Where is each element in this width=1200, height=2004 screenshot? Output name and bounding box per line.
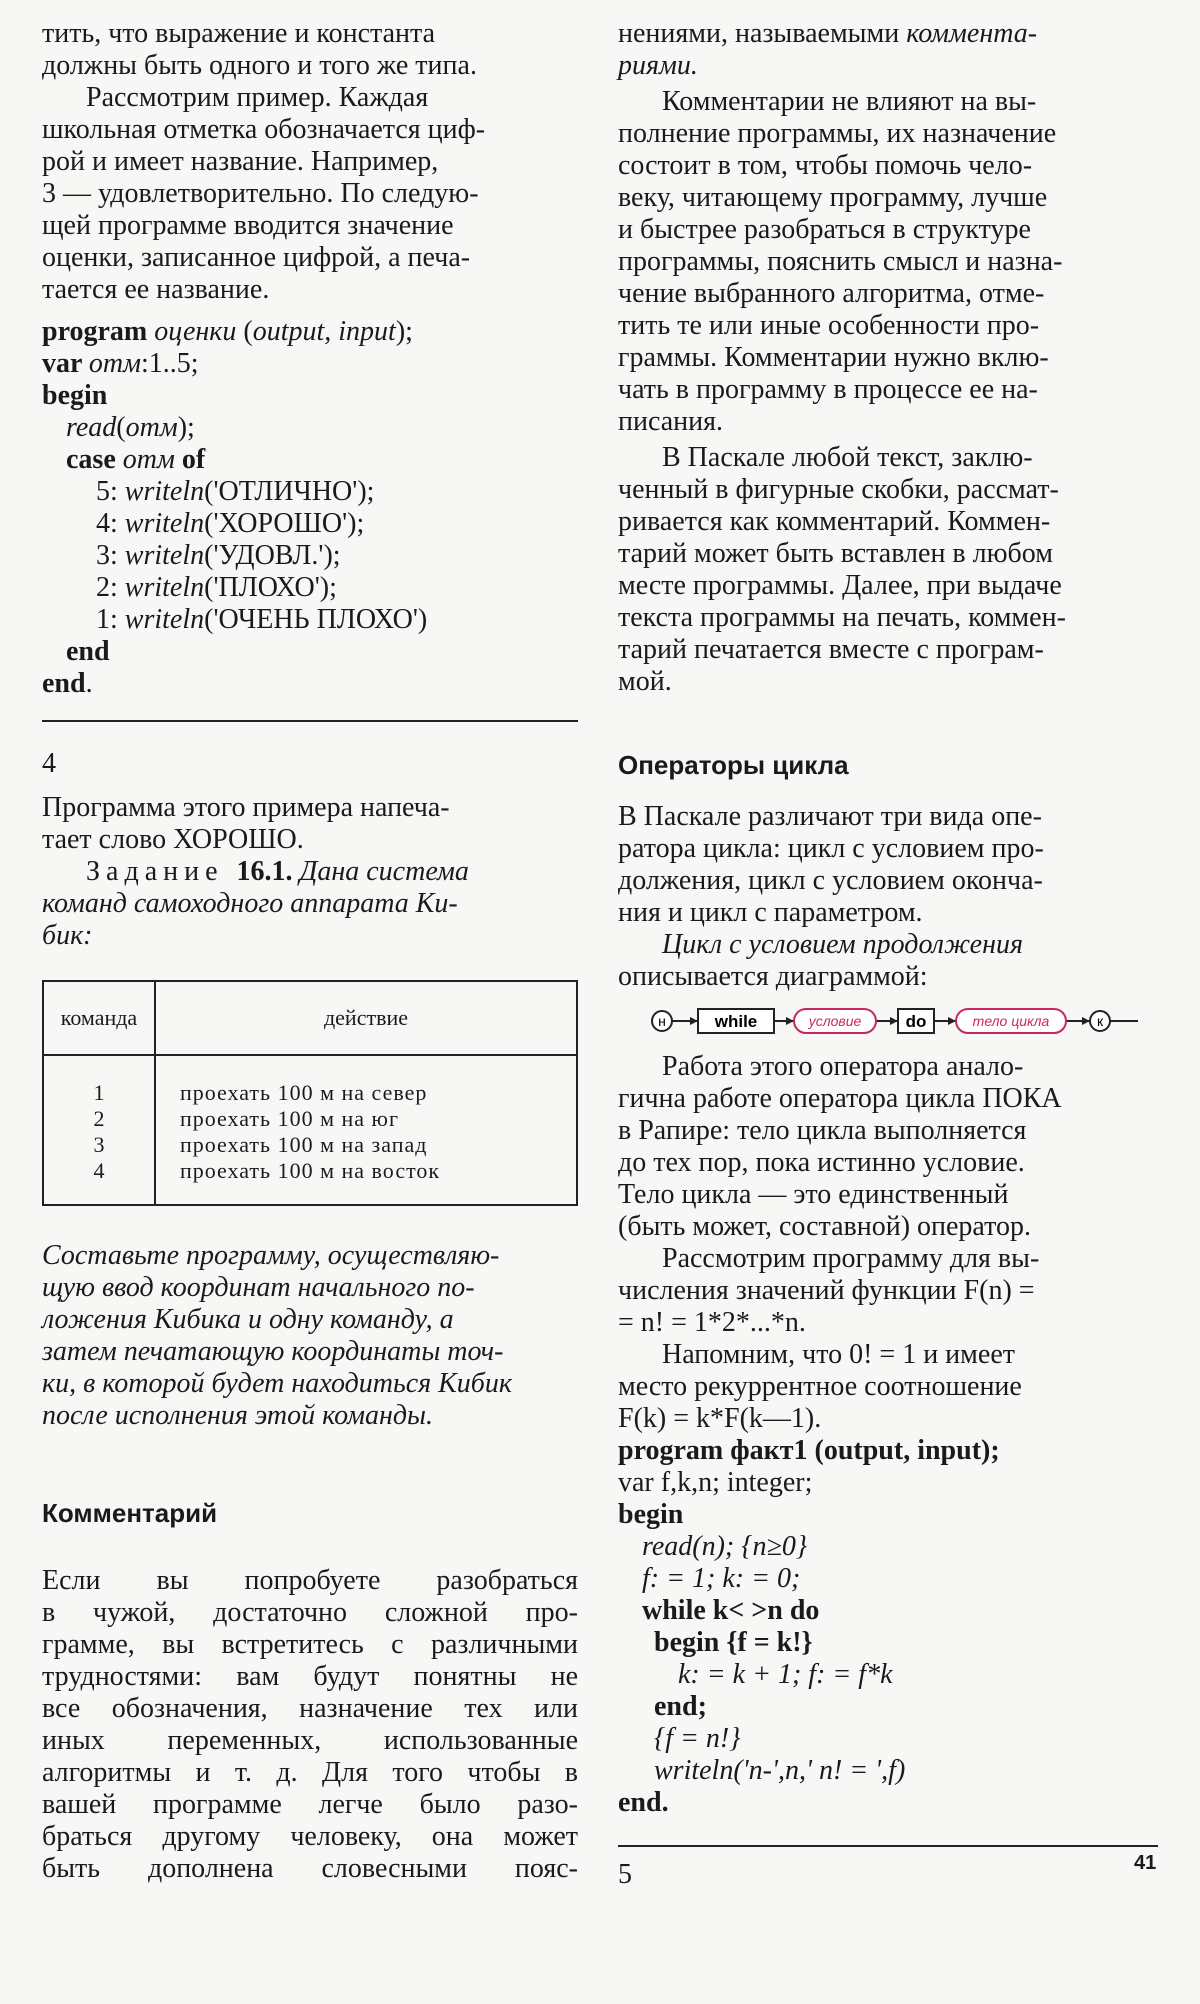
table-cell: проехать 100 м на юг bbox=[180, 1106, 399, 1131]
table-cell: проехать 100 м на запад bbox=[180, 1132, 428, 1157]
svg-text:условие: условие bbox=[808, 1013, 862, 1029]
code-line: end; bbox=[654, 1691, 707, 1722]
paragraph-comments-intro: Если вы попробуете разобраться в чужой, достаточно сложной про- грамме, вы встретитесь с различными трудностями: вам будут понятны не все обозначения, назначение тех или иных переменных, использованные алгоритмы и т. д. Для того чтобы в вашей программе легче было разо- браться другому человеку, она может быть дополнена словесными пояс- bbox=[42, 1565, 578, 1884]
table-header-command: команда bbox=[43, 981, 155, 1055]
code-line: program оценки (output, input); bbox=[42, 316, 413, 347]
code-line: read(n); {n≥0} bbox=[642, 1531, 808, 1562]
code-line: while k< >n do bbox=[642, 1595, 820, 1626]
table-actions-cell bbox=[155, 1055, 577, 1205]
program-factorial-code bbox=[618, 1435, 1158, 1819]
command-table bbox=[42, 980, 578, 1206]
table-commands-cell bbox=[43, 1055, 155, 1205]
code-line: k: = k + 1; f: = f*k bbox=[678, 1659, 893, 1690]
table-cell: проехать 100 м на восток bbox=[180, 1158, 441, 1183]
code-line: end. bbox=[618, 1787, 669, 1818]
paragraph-example: Рассмотрим пример. Каждая школьная отметка обозначается циф- рой и имеет название. Например, 3 — удовлетворительно. По следую- щей программе вводится значение оценки, записанное цифрой, а печа- тается ее название. bbox=[42, 82, 486, 305]
svg-text:н: н bbox=[658, 1013, 666, 1029]
heading-loops: Операторы цикла bbox=[618, 750, 849, 780]
paragraph-comments-term: нениями, называемыми коммента- риями. bbox=[618, 18, 1038, 81]
table-cell: 3 bbox=[93, 1132, 105, 1157]
code-line: case отм of bbox=[66, 444, 206, 475]
paragraph-factorial-intro: Рассмотрим программу для вы- числения значений функции F(n) = = n! = 1*2*...*n. bbox=[618, 1243, 1040, 1338]
code-line: 5: writeln('ОТЛИЧНО'); bbox=[96, 476, 375, 507]
svg-text:do: do bbox=[905, 1012, 927, 1031]
code-line: var отм:1..5; bbox=[42, 348, 199, 379]
task-instruction: Составьте программу, осуществляю- щую ввод координат начального по- ложения Кибика и одну команду, а затем печатающую координаты точ- ки, в которой будет находиться Кибик после исполнения этой команды. bbox=[42, 1240, 512, 1431]
diagram-condition bbox=[794, 1009, 876, 1033]
paragraph-comments-purpose: Комментарии не влияют на вы- полнение программы, их назначение состоит в том, чтобы помочь чело- веку, читающему программу, лучше и быстрее разобраться в структуре программы, пояснить смысл и назна- чение выбранного алгоритма, отме- тить те или иные особенности про- граммы. Комментарии нужно вклю- чать в программу в процессе ее на- писания. bbox=[618, 86, 1063, 437]
paragraph-while-intro: Цикл с условием продолжения описывается диаграммой: bbox=[618, 929, 1023, 992]
paragraph-type-note: тить, что выражение и константа должны быть одного и того же типа. bbox=[42, 18, 477, 81]
diagram-start-node bbox=[652, 1011, 672, 1031]
code-line: begin bbox=[42, 380, 108, 411]
section-divider bbox=[618, 1845, 1158, 1847]
code-line: 3: writeln('УДОВЛ.'); bbox=[96, 540, 341, 571]
page-number: 41 bbox=[1134, 1852, 1157, 1874]
code-line: read(отм); bbox=[66, 412, 195, 443]
code-line: 2: writeln('ПЛОХО'); bbox=[96, 572, 337, 603]
code-line: {f = n!} bbox=[654, 1723, 741, 1754]
code-line: begin {f = k!} bbox=[654, 1627, 813, 1658]
section-divider bbox=[42, 720, 578, 722]
code-line: 1: writeln('ОЧЕНЬ ПЛОХО') bbox=[96, 604, 428, 635]
svg-text:while: while bbox=[714, 1012, 758, 1031]
table-cell: проехать 100 м на север bbox=[180, 1080, 428, 1105]
paragraph-recurrence: Напомним, что 0! = 1 и имеет место рекуррентное соотношение F(k) = k*F(k—1). bbox=[618, 1339, 1022, 1434]
diagram-loop-body bbox=[956, 1009, 1066, 1033]
svg-text:к: к bbox=[1096, 1013, 1104, 1029]
left-column bbox=[42, 18, 578, 1885]
diagram-while-box bbox=[698, 1009, 774, 1033]
paragraph-loop-kinds: В Паскале различают три вида опе- ратора цикла: цикл с условием про- должения, цикл с условием оконча- ния и цикл с параметром. bbox=[618, 801, 1044, 928]
code-line: var f,k,n; integer; bbox=[618, 1467, 813, 1498]
code-line: f: = 1; k: = 0; bbox=[642, 1563, 801, 1594]
table-cell: 4 bbox=[93, 1158, 105, 1183]
code-line: end bbox=[66, 636, 110, 667]
code-line: end. bbox=[42, 668, 93, 699]
svg-text:тело цикла: тело цикла bbox=[972, 1013, 1050, 1029]
code-line: begin bbox=[618, 1499, 684, 1530]
section-number: 4 bbox=[42, 748, 56, 779]
code-line: 4: writeln('ХОРОШО'); bbox=[96, 508, 365, 539]
paragraph-result: Программа этого примера напеча- тает слово ХОРОШО. bbox=[42, 792, 450, 855]
paragraph-pascal-comments: В Паскале любой текст, заклю- ченный в фигурные скобки, рассмат- ривается как комментарий. Коммен- тарий может быть вставлен в любом месте программы. Далее, при выдаче текста программы на печать, коммен- тарий печатается вместе с програм- мой. bbox=[618, 442, 1066, 697]
right-column bbox=[618, 18, 1158, 1891]
diagram-do-box bbox=[898, 1009, 934, 1033]
while-syntax-diagram bbox=[618, 1001, 1158, 1041]
diagram-end-node bbox=[1090, 1011, 1110, 1031]
heading-comment: Комментарий bbox=[42, 1498, 218, 1528]
code-line: writeln('n-',n,' n! = ',f) bbox=[654, 1755, 906, 1786]
table-cell: 2 bbox=[93, 1106, 105, 1131]
task-16-1: Задание 16.1. Дана система команд самоходного аппарата Ки- бик: bbox=[42, 856, 469, 951]
paragraph-while-semantics: Работа этого оператора анало- гична работе оператора цикла ПОКА в Рапире: тело цикла выполняется до тех пор, пока истинно условие. Тело цикла — это единственный (быть может, составной) оператор. bbox=[618, 1051, 1062, 1242]
program-grades-code bbox=[42, 316, 578, 700]
section-number: 5 bbox=[618, 1859, 632, 1890]
table-header-action: действие bbox=[155, 981, 577, 1055]
table-cell: 1 bbox=[93, 1080, 105, 1105]
code-line: program факт1 (output, input); bbox=[618, 1435, 1000, 1466]
